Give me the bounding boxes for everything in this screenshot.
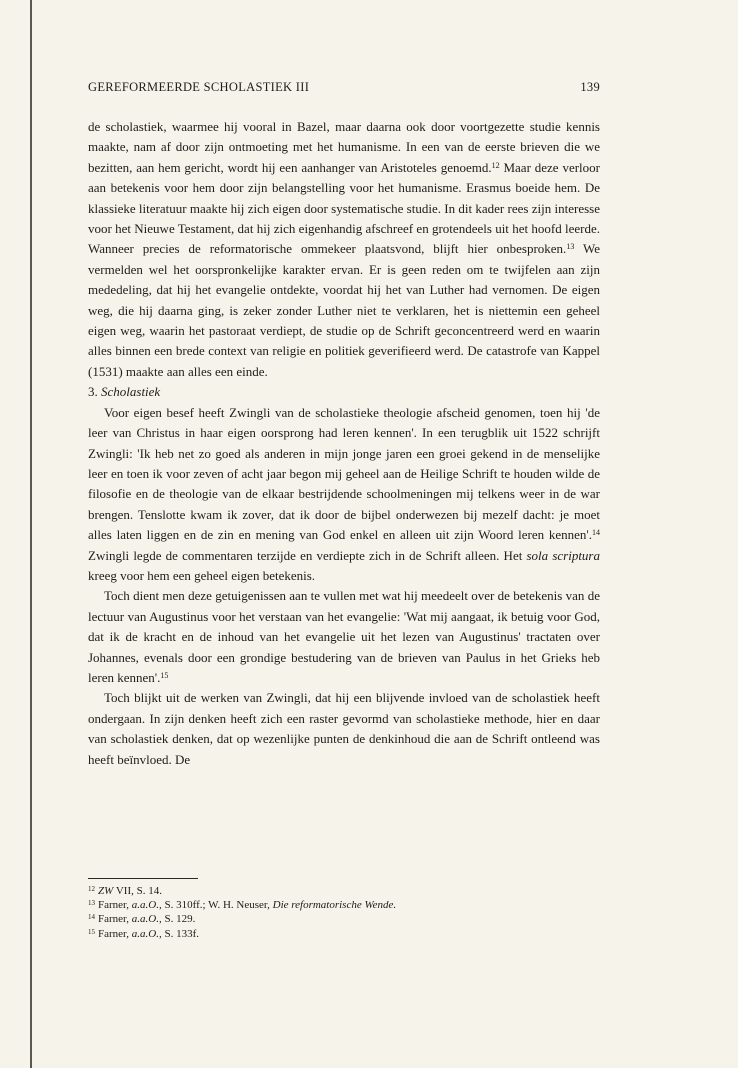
sola-scriptura: sola scriptura bbox=[526, 547, 600, 563]
footnote-text: Die reformatorische Wende. bbox=[272, 899, 397, 912]
footnote-text: VII, S. 14. bbox=[113, 885, 162, 897]
footnote-text: S. 133f. bbox=[161, 927, 200, 940]
footnote-number: 13 bbox=[88, 899, 95, 908]
page-number: 139 bbox=[580, 80, 600, 94]
footnote-text: Farner, bbox=[98, 913, 132, 926]
footnote-text: S. 310ff.; W. H. Neuser, bbox=[161, 899, 273, 912]
section-number: 3. bbox=[88, 384, 101, 400]
footnote-number: 12 bbox=[88, 885, 95, 893]
footnote-number: 14 bbox=[88, 913, 95, 922]
paragraph-1: de scholastiek, waarmee hij vooral in Bazel, maar daarna ook door voortgezette studie kennis maakte, nam af door zijn ontmoeting met het humanisme. In een van de eerste brieven die we bezitten, aan hem gericht, wordt hij een aanhanger van Aristoteles genoemd.$^{12}$ Maar deze verloor aan betekenis voor hem door zijn belangstelling voor het humanisme. Erasmus boeide hem. De klassieke literatuur maakte hij zich eigen door systematische studie. In dit kader rees zijn interesse voor het Nieuwe Testament, dat hij zich eigenhandig afschreef en grotendeels uit het hoofd leerde. Wanneer precies de reformatorische ommekeer plaatsvond, blijft hier onbesproken.$^{13}$ We vermelden wel het oorspronkelijke karakter ervan. Er is geen reden om te twijfelen aan zijn mededeling, dat hij het evangelie ontdekte, voordat hij het van Luther had vernomen. De eigen weg, die hij daarna ging, is zeker zonder Luther niet te verklaren, het is niettemin een geheel eigen weg, waarin het pastoraat verdiept, de studie op de Schrift geconcentreerd werd en waarin alles binnen een brede context van religie en politiek geverifieerd werd. De catastrofe van Kappel (1531) maakte aan alles een einde. bbox=[88, 119, 601, 379]
footnotes bbox=[88, 884, 600, 941]
footnote-ref-12: 12 bbox=[491, 160, 500, 170]
paragraph-2: Voor eigen besef heeft Zwingli van de scholastieke theologie afscheid genomen, toen hij 'de leer van Christus in haar eigen oorsprong had leren kennen'. In een terugblik uit 1522 schrijft Zwingli: 'Ik heb net zo goed als anderen in mijn jonge jaren een groei gekend in de menselijke leer en toen ik voor zeven of acht jaar begon mij geheel aan de Heilige Schrift te houden wilde de filosofie en de theologie van de elkaar bestrijdende schoolmeningen mij telkens weer in de war brengen. Tenslotte kwam ik zover, dat ik door de bijbel onderwezen bij mezelf dacht: je moet alles laten liggen en de zin en mening van God enkel en alleen uit zijn Woord leren kennen'.$^{14}$ Zwingli legde de commentaren terzijde en verdiepte zich in de Schrift alleen. Het sola scriptura kreeg voor hem een geheel eigen betekenis. bbox=[88, 404, 600, 583]
footnote-text: a.a.O., bbox=[131, 927, 162, 940]
scan-edge-line bbox=[30, 0, 32, 1068]
footnote-text: a.a.O., bbox=[131, 899, 162, 912]
footnote-15 bbox=[88, 927, 600, 941]
footnote-13 bbox=[88, 898, 600, 912]
footnote-14 bbox=[88, 912, 600, 926]
body-text bbox=[88, 117, 600, 770]
footnote-text: a.a.O., bbox=[131, 913, 162, 926]
section-heading bbox=[88, 382, 600, 402]
running-head-title: GEREFORMEERDE SCHOLASTIEK III bbox=[88, 80, 310, 94]
section-title: Scholastiek bbox=[101, 384, 161, 400]
paragraph-3: Toch dient men deze getuigenissen aan te vullen met wat hij meedeelt over de betekenis van de lectuur van Augustinus voor het verstaan van het evangelie: 'Wat mij aangaat, ik betuig voor God, dat ik de kracht en de inhoud van het evangelie uit het lezen van Augustinus' tractaten over Johannes, evenals door een grondige bestudering van de brieven van Paulus in het Grieks heb leren kennen'.$^{15}$ bbox=[88, 588, 600, 685]
footnote-text: Farner, bbox=[98, 899, 132, 912]
footnote-rule bbox=[88, 878, 198, 879]
paragraph-4: Toch blijkt uit de werken van Zwingli, dat hij een blijvende invloed van de scholastiek heeft ondergaan. In zijn denken heeft zich een raster gevormd van scholastieke methode, hier en daar van scholastiek denken, dat op wezenlijke punten de denkinhoud die aan de Schrift ontleend was heeft beïnvloed. De bbox=[88, 690, 600, 767]
footnote-ref-14: 14 bbox=[592, 528, 600, 538]
footnote-text: Farner, bbox=[98, 927, 132, 940]
footnote-ref-15: 15 bbox=[160, 670, 169, 680]
footnote-number: 15 bbox=[88, 927, 95, 936]
footnote-ref-13: 13 bbox=[566, 242, 575, 252]
book-page bbox=[88, 0, 600, 1068]
footnote-text: ZW bbox=[98, 885, 114, 897]
footnote-text: S. 129. bbox=[161, 913, 196, 926]
footnote-12 bbox=[88, 884, 600, 898]
